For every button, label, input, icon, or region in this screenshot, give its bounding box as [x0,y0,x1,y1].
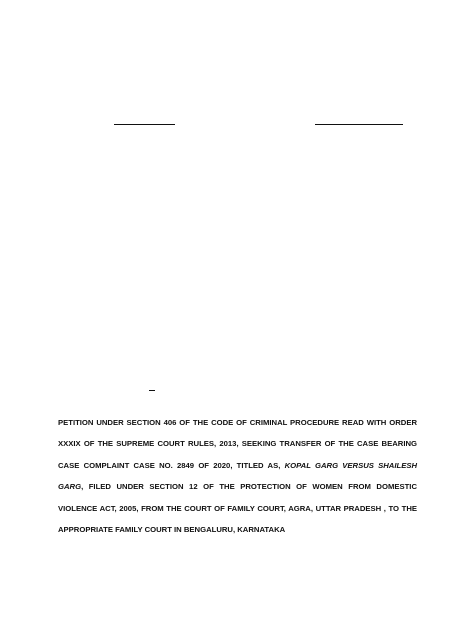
petition-paragraph [58,412,417,540]
blank-line-small [149,390,155,391]
case-title: KOPAL GARG VERSUS SHAILESH GARG [58,460,417,492]
petition-text-part2: , FILED UNDER SECTION 12 OF THE PROTECTION OF WOMEN FROM DOMESTIC VIOLENCE ACT, 2005, FROM THE COURT OF FAMILY COURT, AGRA, UTTAR PRADESH , TO THE APPROPRIATE FAMILY COURT IN BENGALURU, KARNATAKA [58,482,417,535]
petition-text-part1: PETITION UNDER SECTION 406 OF THE CODE OF CRIMINAL PROCEDURE READ WITH ORDER XXXIX OF THE SUPREME COURT RULES, 2013, SEEKING TRANSFER OF THE CASE BEARING CASE COMPLAINT CASE NO. 2849 OF 2020, TITLED AS, [58,418,417,470]
blank-line-right [315,124,403,125]
blank-line-left [114,124,175,125]
